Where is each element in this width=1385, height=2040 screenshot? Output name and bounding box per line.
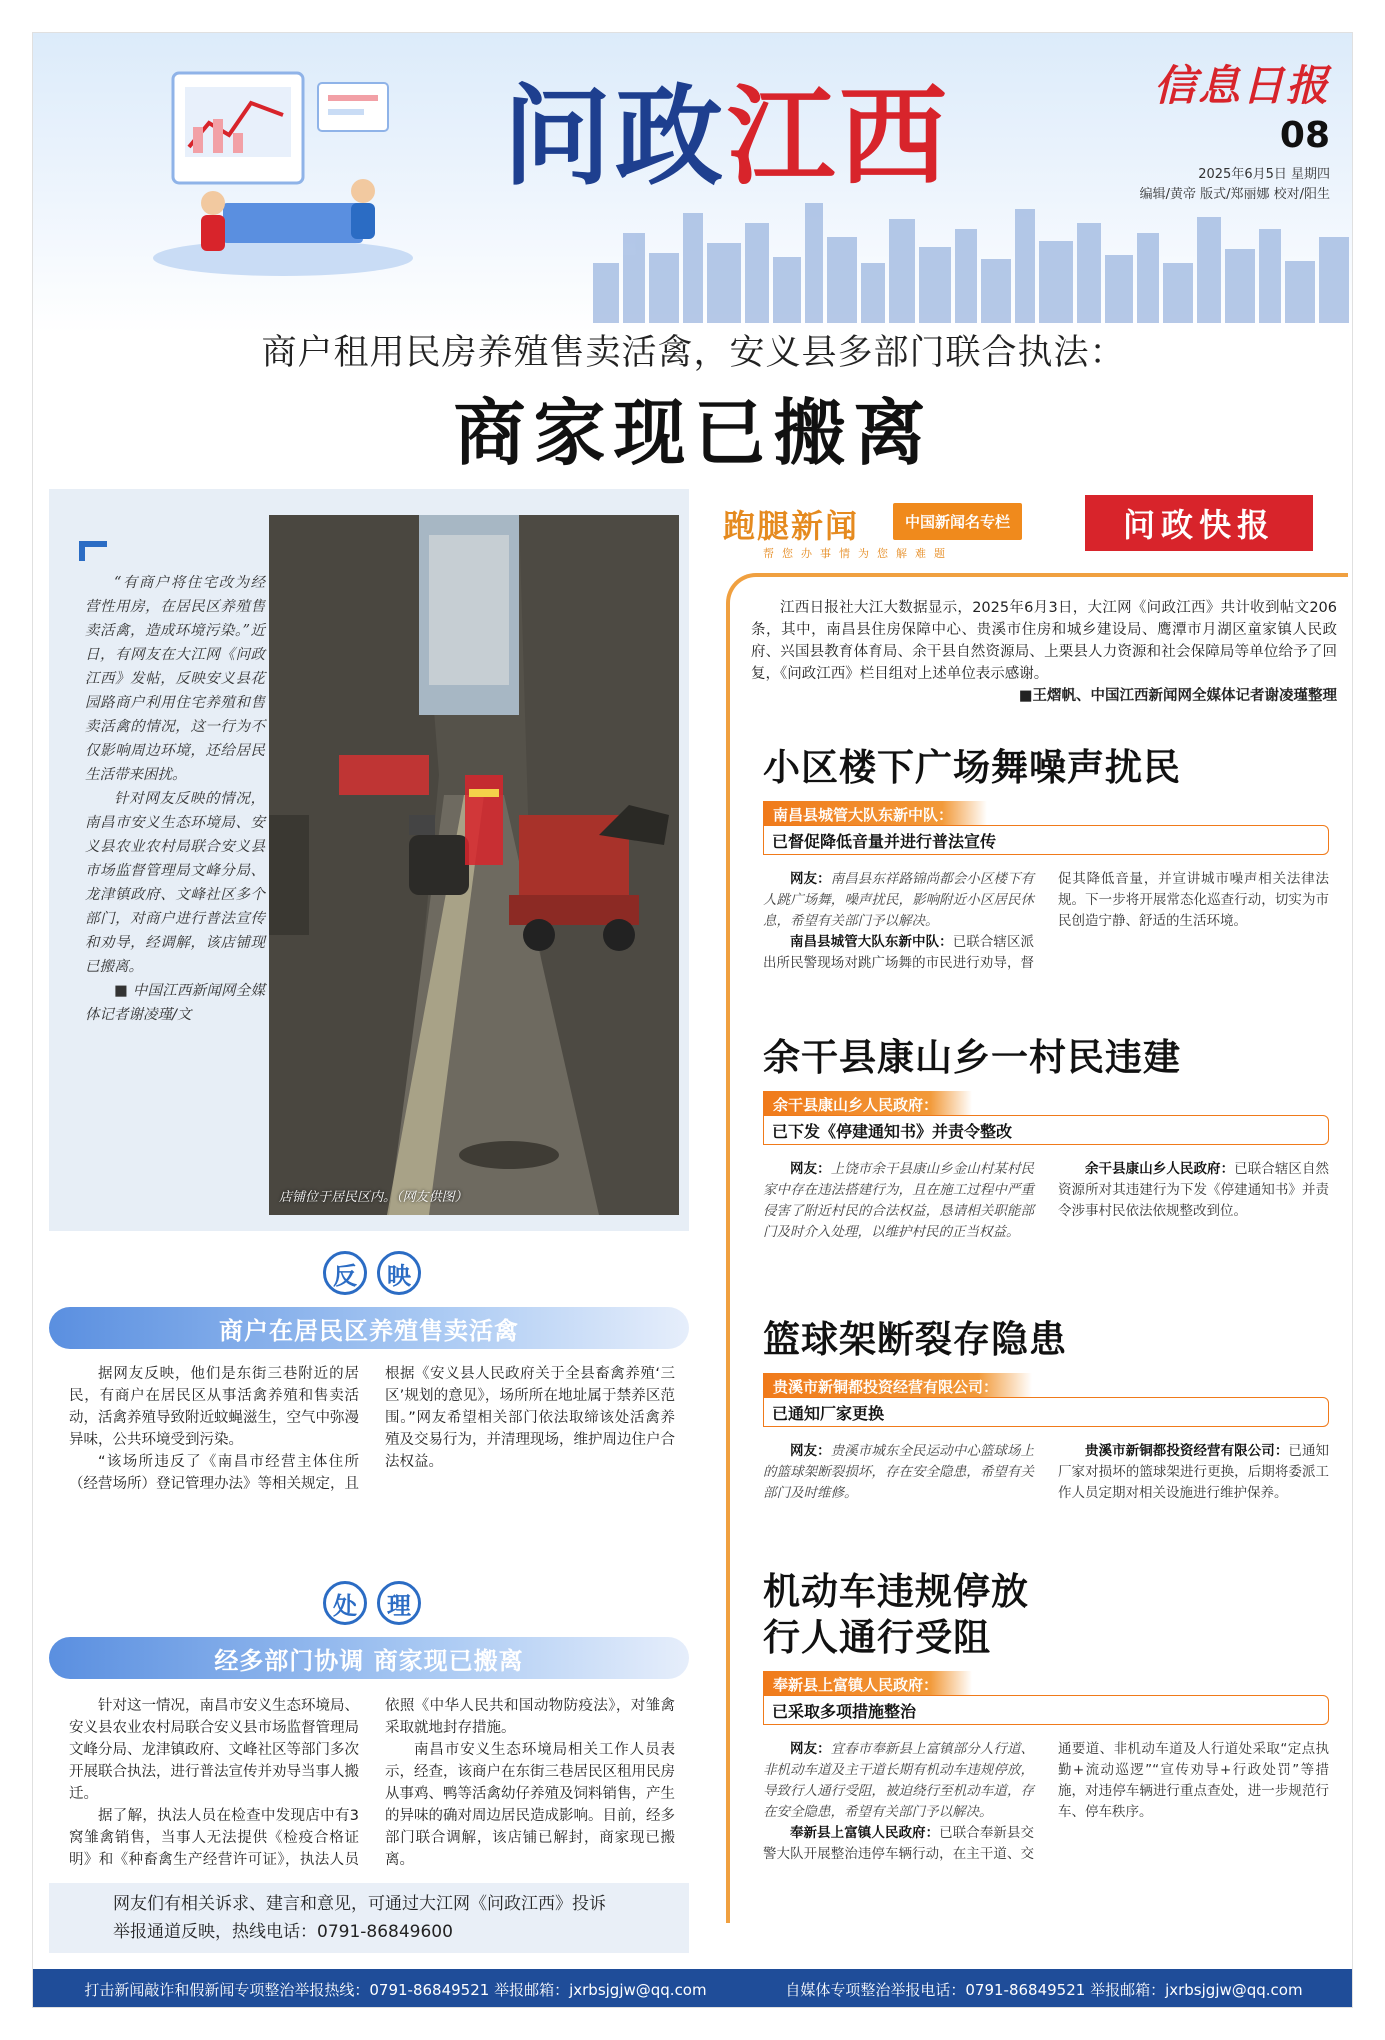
item-body — [763, 1159, 1329, 1289]
footer-hotline-right: 自媒体专项整治举报电话：0791-86849521 举报邮箱：jxrbsjgjw@qq.com — [785, 1980, 1303, 1999]
paotui-logo: 跑腿新闻 — [723, 507, 860, 545]
hotline-line1: 网友们有相关诉求、建言和意见，可通过大江网《问政江西》投诉 — [113, 1894, 606, 1914]
answer-label: 南昌县城管大队东新中队： — [790, 934, 953, 950]
dept-answer — [1058, 1159, 1329, 1222]
hotline-box — [49, 1883, 689, 1953]
lead-text — [85, 571, 265, 1027]
lead-byline: ■ 中国江西新闻网全媒体记者谢凌瑾/文 — [85, 983, 265, 1023]
netizen-question — [763, 1739, 1034, 1823]
dept-answer — [1058, 1441, 1329, 1504]
reflect-circles — [323, 1251, 421, 1295]
item-title-line1: 机动车违规停放 — [763, 1570, 1029, 1613]
question-text: 贵溪市城东全民运动中心篮球场上的篮球架断裂损坏，存在安全隐患，希望有关部门及时维修。 — [763, 1443, 1035, 1501]
photo-caption: 店铺位于居民区内。（网友供图） — [279, 1190, 468, 1205]
question-label: 网友： — [790, 1161, 831, 1177]
netizen-question — [763, 1441, 1034, 1504]
right-column-header — [723, 495, 1343, 561]
reflect-body — [69, 1363, 675, 1573]
item-title: 小区楼下广场舞噪声扰民 — [763, 746, 1181, 789]
reflect-paragraph: “该场所违反了《南昌市经营主体住所（经营场所）登记管理办法》等相关规定，且根据《安义县人民政府关于全县畜禽养殖‘三区’规划的意见》，场所所在地址属于禁养区范围。”网友希望相关部门依法取缔该处活禽养殖及交易行为，并清理现场，维护周边住户合法权益。 — [69, 1366, 675, 1492]
answer-text: 已联合辖区自然资源所对其违建行为下发《停建通知书》并责令涉事村民依法依规整改到位。 — [1058, 1161, 1330, 1219]
answer-label: 贵溪市新铜都投资经营有限公司： — [1085, 1443, 1289, 1459]
lead-paragraph: 针对网友反映的情况，南昌市安义生态环境局、安义县农业农村局联合安义县市场监督管理局文峰分局、龙津镇政府、文峰社区多个部门，对商户进行普法宣传和劝导，经调解，该店铺现已搬离。 — [85, 791, 265, 975]
item-title-line2: 行人通行受阻 — [763, 1616, 991, 1659]
section-circle-char: 处 — [323, 1581, 367, 1625]
handle-section-bar: 经多部门协调 商家现已搬离 — [49, 1637, 689, 1679]
handle-paragraph: 南昌市安义生态环境局相关工作人员表示，经查，该商户在东街三巷居民区租用民房从事鸡、鸭等活禽幼仔养殖及饲料销售，产生的异味的确对周边居民造成影响。目前，经多部门联合调解，该店铺已解封，商家现已搬离。 — [385, 1742, 675, 1868]
netizen-question — [763, 1159, 1034, 1243]
answer-label: 余干县康山乡人民政府： — [1085, 1161, 1235, 1177]
column-title — [503, 74, 952, 200]
newspaper-page — [32, 32, 1353, 2008]
response-summary: 已采取多项措施整治 — [763, 1695, 1329, 1725]
question-label: 网友： — [790, 871, 831, 887]
answer-label: 奉新县上富镇人民政府： — [790, 1825, 940, 1841]
response-dept: 南昌县城管大队东新中队： — [763, 801, 987, 827]
question-text: 宜春市奉新县上富镇部分人行道、非机动车道及主干道长期有机动车违规停放，导致行人通行受阻，被迫绕行至机动车道，存在安全隐患，希望有关部门予以解决。 — [763, 1741, 1035, 1820]
kuaibao-label: 问政快报 — [1085, 495, 1313, 551]
masthead — [33, 33, 1353, 333]
response-box — [763, 1091, 1329, 1147]
response-summary: 已下发《停建通知书》并责令整改 — [763, 1115, 1329, 1145]
lead-paragraph: “有商户将住宅改为经营性用房，在居民区养殖售卖活禽，造成环境污染。”近日，有网友在大江网《问政江西》发帖，反映安义县花园路商户利用住宅养殖和售卖活禽的情况，这一行为不仅影响周边环境，还给居民生活带来困扰。 — [85, 575, 265, 783]
answer-text: 已通知厂家对损坏的篮球架进行更换，后期将委派工作人员定期对相关设施进行维护保养。 — [1058, 1443, 1330, 1501]
intro-byline: ■王熠帆、中国江西新闻网全媒体记者谢凌瑾整理 — [1018, 688, 1337, 704]
response-box — [763, 1373, 1329, 1429]
reflect-section-bar: 商户在居民区养殖售卖活禽 — [49, 1307, 689, 1349]
question-text: 上饶市余干县康山乡金山村某村民家中存在违法搭建行为，且在施工过程中严重侵害了附近村民的合法权益，恳请相关职能部门及时介入处理，以维护村民的正当权益。 — [763, 1161, 1035, 1240]
footer-hotline-left: 打击新闻敲诈和假新闻专项整治举报热线：0791-86849521 举报邮箱：jxrbsjgjw@qq.com — [84, 1980, 707, 1999]
reflect-paragraph: 据网友反映，他们是东街三巷附近的居民，有商户在居民区从事活禽养殖和售卖活动，活禽养殖导致附近蚊蝇滋生，空气中弥漫异味，公共环境受到污染。 — [69, 1366, 359, 1448]
issue-date: 2025年6月5日 星期四 — [1198, 167, 1330, 182]
question-label: 网友： — [790, 1741, 831, 1757]
response-box — [763, 1671, 1329, 1727]
issue-staff: 编辑/黄帝 版式/郑丽娜 校对/阳生 — [1139, 187, 1330, 202]
question-label: 网友： — [790, 1443, 831, 1459]
section-circle-char: 理 — [377, 1581, 421, 1625]
lead-story-box — [49, 489, 689, 1231]
page-number: 08 — [1279, 115, 1330, 156]
handle-body — [69, 1695, 675, 1875]
headline-main: 商家现已搬离 — [453, 390, 934, 475]
response-dept: 贵溪市新铜都投资经营有限公司： — [763, 1373, 1032, 1399]
item-title: 余干县康山乡一村民违建 — [763, 1036, 1181, 1079]
footer-bar — [33, 1969, 1353, 2008]
city-skyline — [593, 193, 1353, 323]
item-body — [763, 1441, 1329, 1551]
column-title-part1: 问政 — [503, 74, 728, 200]
item-body — [763, 1739, 1329, 1917]
newspaper-logo: 信息日报 — [1153, 61, 1330, 110]
response-box — [763, 801, 1329, 857]
item-body — [763, 869, 1329, 1009]
section-circle-char: 反 — [323, 1251, 367, 1295]
office-illustration — [133, 53, 433, 293]
section-circle-char: 映 — [377, 1251, 421, 1295]
response-summary: 已督促降低音量并进行普法宣传 — [763, 825, 1329, 855]
response-summary: 已通知厂家更换 — [763, 1397, 1329, 1427]
item-title — [763, 1569, 1029, 1661]
intro-paragraph — [751, 597, 1337, 707]
alley-photo — [269, 515, 679, 1215]
alley-photo-image — [269, 515, 679, 1215]
award-tag: 中国新闻名专栏 — [893, 503, 1022, 540]
headline-kicker: 商户租用民房养殖售卖活禽，安义县多部门联合执法： — [261, 333, 1126, 373]
item-title: 篮球架断裂存隐患 — [763, 1318, 1067, 1361]
column-title-part2: 江西 — [727, 74, 952, 200]
response-dept: 余干县康山乡人民政府： — [763, 1091, 972, 1117]
handle-circles — [323, 1581, 421, 1625]
paotui-slogan: 帮您办事情为您解难题 — [763, 547, 953, 560]
hotline-line2: 举报通道反映，热线电话：0791-86849600 — [113, 1922, 453, 1942]
question-text: 南昌县东祥路锦尚都会小区楼下有人跳广场舞，噪声扰民，影响附近小区居民休息，希望有关部门予以解决。 — [763, 871, 1035, 929]
answer-text: 已联合辖区派出所民警现场对跳广场舞的市民进行劝导，督促其降低音量，并宣讲城市噪声相关法律法规。下一步将开展常态化巡查行动，切实为市民创造宁静、舒适的生活环境。 — [763, 871, 1329, 971]
response-dept: 奉新县上富镇人民政府： — [763, 1671, 972, 1697]
intro-text: 江西日报社大江大数据显示，2025年6月3日，大江网《问政江西》共计收到帖文206条，其中，南昌县住房保障中心、贵溪市住房和城乡建设局、鹰潭市月湖区童家镇人民政府、兴国县教育体育局、余干县自然资源局、上栗县人力资源和社会保障局等单位给予了回复，《问政江西》栏目组对上述单位表示感谢。 — [751, 600, 1337, 682]
answer-text: 已联合奉新县交警大队开展整治违停车辆行动，在主干道、交通要道、非机动车道及人行道处采取“定点执勤+流动巡逻”“宣传劝导+行政处罚”等措施，对违停车辆进行重点查处，进一步规范行车、停车秩序。 — [763, 1741, 1329, 1862]
netizen-question — [763, 869, 1034, 932]
handle-paragraph: 据了解，执法人员在检查中发现店中有3窝雏禽销售，当事人无法提供《检疫合格证明》和《种畜禽生产经营许可证》，执法人员依照《中华人民共和国动物防疫法》，对雏禽采取就地封存措施。 — [69, 1698, 675, 1868]
quote-bracket-icon — [79, 541, 107, 561]
handle-paragraph: 针对这一情况，南昌市安义生态环境局、安义县农业农村局联合安义县市场监督管理局文峰分局、龙津镇政府、文峰社区等部门多次开展联合执法，进行普法宣传并劝导当事人搬迁。 — [69, 1698, 359, 1802]
